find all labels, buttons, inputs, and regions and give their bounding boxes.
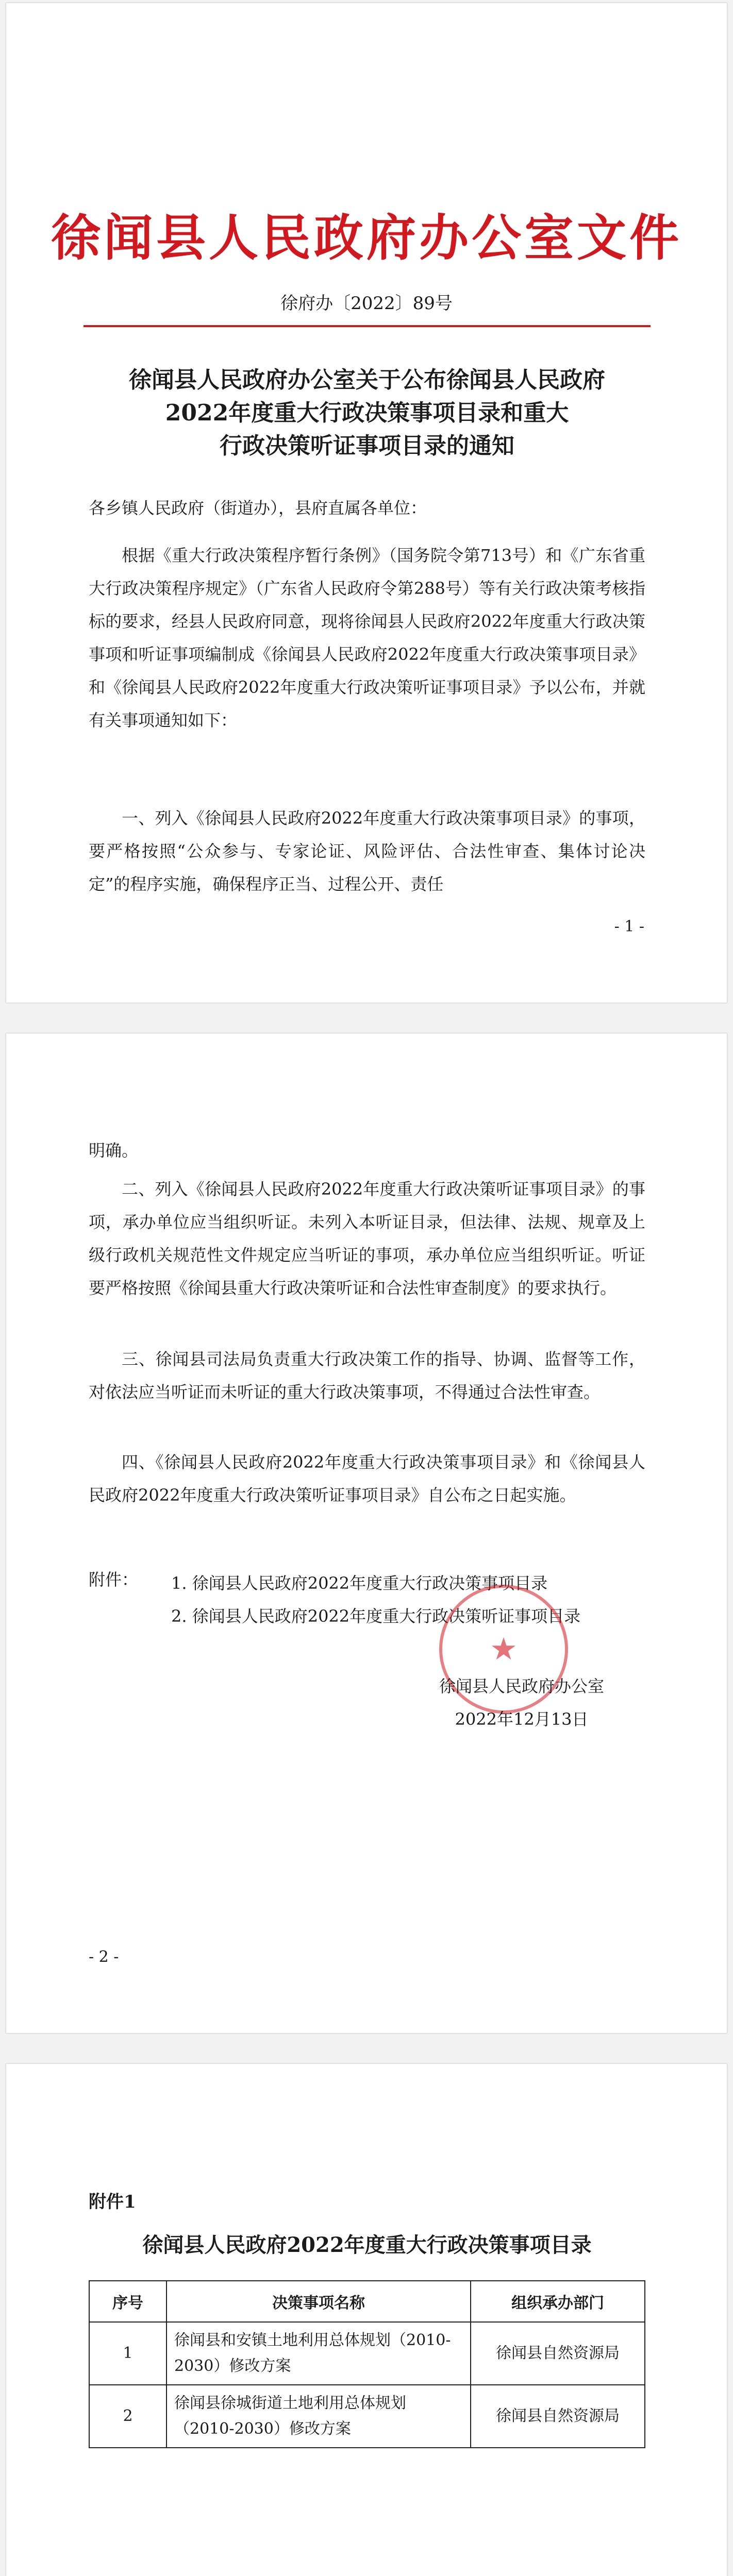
paragraph-continuation: 明确。 — [89, 1141, 139, 1160]
notice-title-line-3: 行政决策听证事项目录的通知 — [220, 433, 514, 459]
row-item-name: 徐闻县徐城街道土地利用总体规划（2010-2030）修改方案 — [166, 2385, 471, 2448]
table-header-row — [89, 2281, 645, 2322]
table-row — [89, 2385, 645, 2448]
table-row — [89, 2322, 645, 2385]
paragraph-item-1: 一、列入《徐闻县人民政府2022年度重大行政决策事项目录》的事项，要严格按照“公众参与、专家论证、风险评估、合法性审查、集体讨论决定”的程序实施，确保程序正当、过程公开、责任 — [89, 808, 645, 894]
sign-date: 2022年12月13日 — [455, 1709, 589, 1729]
red-header-divider — [84, 325, 651, 327]
page-1 — [6, 3, 727, 1003]
row-no: 2 — [89, 2385, 166, 2448]
page-number: - 2 - — [89, 1948, 119, 1966]
notice-title — [125, 364, 609, 463]
signer-name: 徐闻县人民政府办公室 — [439, 1676, 604, 1696]
row-department: 徐闻县自然资源局 — [471, 2322, 645, 2385]
header-department: 组织承办部门 — [471, 2281, 645, 2322]
attachment-item: 2. 徐闻县人民政府2022年度重大行政决策听证事项目录 — [171, 1606, 581, 1626]
decision-items-table — [89, 2280, 645, 2448]
row-item-name: 徐闻县和安镇土地利用总体规划（2010-2030）修改方案 — [166, 2322, 471, 2385]
page-2 — [6, 1033, 727, 2033]
paragraph-item-4: 四、《徐闻县人民政府2022年度重大行政决策事项目录》和《徐闻县人民政府2022年度重大行政决策听证事项目录》自公布之日起实施。 — [89, 1452, 645, 1505]
seal-star-icon: ★ — [490, 1631, 518, 1667]
document-number: 徐府办〔2022〕89号 — [280, 293, 453, 314]
notice-title-line-2: 2022年度重大行政决策事项目录和重大 — [165, 400, 569, 426]
salutation: 各乡镇人民政府（街道办），县府直属各单位： — [89, 498, 427, 518]
header-item-name: 决策事项名称 — [166, 2281, 471, 2322]
table-1-title: 徐闻县人民政府2022年度重大行政决策事项目录 — [142, 2233, 592, 2257]
attachment-1-label: 附件1 — [89, 2192, 136, 2212]
page-number: - 1 - — [614, 918, 644, 936]
header-no: 序号 — [89, 2281, 166, 2322]
attachment-item: 1. 徐闻县人民政府2022年度重大行政决策事项目录 — [171, 1573, 548, 1593]
paragraph-item-2: 二、列入《徐闻县人民政府2022年度重大行政决策听证事项目录》的事项，承办单位应当组织听证。未列入本听证目录，但法律、法规、规章及上级行政机关规范性文件规定应当听证的事项，承办单位应当组织听证。听证要严格按照《徐闻县重大行政决策听证和合法性审查制度》的要求执行。 — [89, 1179, 645, 1298]
attachment-label: 附件： — [89, 1570, 139, 1589]
row-no: 1 — [89, 2322, 166, 2385]
page-3 — [6, 2064, 727, 2576]
document-header-title: 徐闻县人民政府办公室文件 — [51, 209, 682, 267]
paragraph-item-3: 三、徐闻县司法局负责重大行政决策工作的指导、协调、监督等工作，对依法应当听证而未听证的重大行政决策事项，不得通过合法性审查。 — [89, 1349, 645, 1402]
notice-title-line-1: 徐闻县人民政府办公室关于公布徐闻县人民政府 — [129, 367, 605, 393]
signature-block — [388, 1670, 656, 1736]
paragraph-basis: 根据《重大行政决策程序暂行条例》（国务院令第713号）和《广东省重大行政决策程序规定》（广东省人民政府令第288号）等有关行政决策考核指标的要求，经县人民政府同意，现将徐闻县人民政府2022年度重大行政决策事项和听证事项编制成《徐闻县人民政府2022年度重大行政决策事项目录》和《徐闻县人民政府2022年度重大行政决策听证事项目录》予以公布，并就有关事项通知如下： — [89, 546, 645, 730]
row-department: 徐闻县自然资源局 — [471, 2385, 645, 2448]
